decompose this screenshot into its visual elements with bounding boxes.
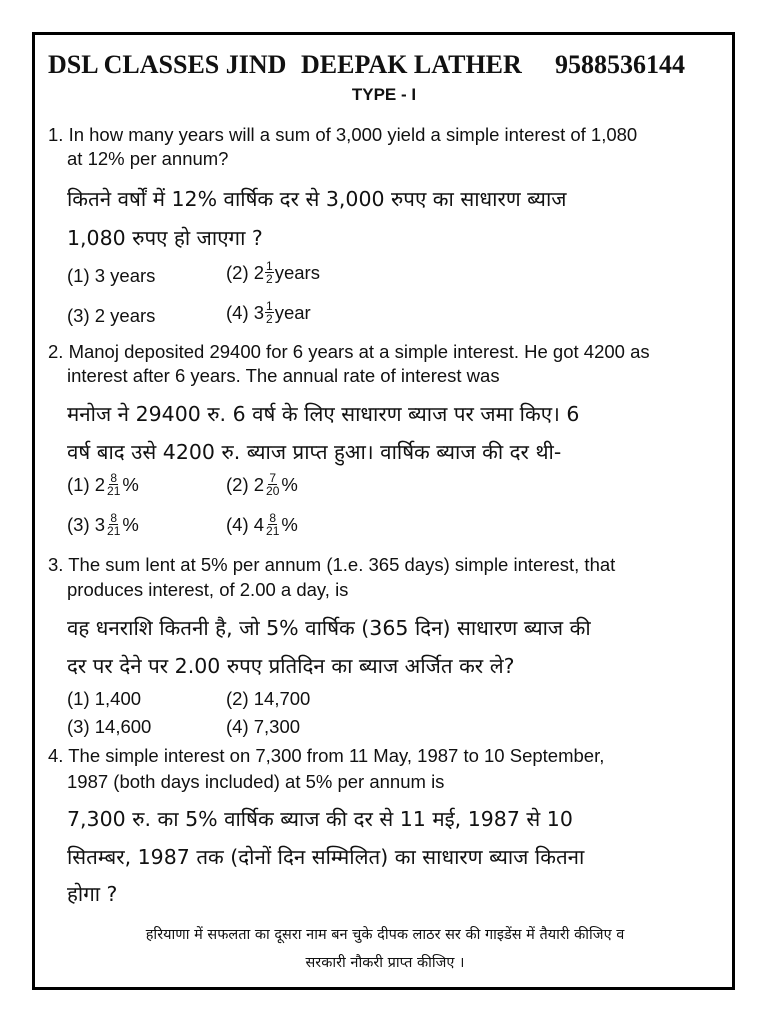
q2-option-4: (4) 4 $\frac{8}{21}$ %: [226, 511, 298, 538]
footer-line2: सरकारी नौकरी प्राप्त कीजिए ।: [305, 955, 465, 971]
q3-option-4: (4) 7,300: [226, 716, 301, 737]
q1-option-2: (2) 2 $\frac{1}{2}$ years: [226, 259, 320, 286]
section-type: TYPE - I: [351, 85, 417, 104]
fraction: $\frac{1}{2}$: [266, 259, 273, 286]
q2-english-line1: 2. Manoj deposited 29400 for 6 years at a simple interest. He got 4200 as: [48, 341, 650, 362]
q3-option-2: (2) 14,700: [226, 688, 311, 709]
fraction: $\frac{8}{21}$: [266, 511, 280, 538]
fraction: $\frac{1}{2}$: [266, 299, 273, 326]
q3-option-3: (3) 14,600: [67, 716, 152, 737]
q3-english-line1: 3. The sum lent at 5% per annum (1.e. 365 days) simple interest, that: [48, 554, 616, 575]
header: [48, 50, 718, 82]
institute-name: DSL CLASSES JIND: [48, 50, 287, 79]
q1-option-4: (4) 3 $\frac{1}{2}$ year: [226, 299, 311, 326]
q2-option-3: (3) 3 $\frac{8}{21}$ %: [67, 511, 139, 538]
q2-hindi-line2: वर्ष बाद उसे 4200 रु. ब्याज प्राप्त हुआ। वार्षिक ब्याज की दर थी-: [67, 440, 562, 464]
q2-option-1: (1) 2 $\frac{8}{21}$ %: [67, 471, 139, 498]
teacher-name: DEEPAK LATHER: [301, 50, 522, 79]
fraction: $\frac{8}{21}$: [107, 471, 121, 498]
q4-english-line2: 1987 (both days included) at 5% per annum is: [67, 771, 445, 792]
q1-english-line1: 1. In how many years will a sum of 3,000 yield a simple interest of 1,080: [48, 124, 638, 145]
q4-hindi-line3: होगा ?: [67, 882, 118, 906]
q3-english-line2: produces interest, of 2.00 a day, is: [67, 579, 349, 600]
q1-option-1: (1) 3 years: [67, 265, 156, 286]
q4-hindi-line1: 7,300 रु. का 5% वार्षिक ब्याज की दर से 11 मई, 1987 से 10: [67, 807, 573, 831]
q4-english-line1: 4. The simple interest on 7,300 from 11 May, 1987 to 10 September,: [48, 745, 605, 766]
q1-hindi-line1: कितने वर्षों में 12% वार्षिक दर से 3,000 रुपए का साधारण ब्याज: [67, 187, 567, 211]
q1-hindi-line2: 1,080 रुपए हो जाएगा ?: [67, 226, 263, 250]
q4-hindi-line2: सितम्बर, 1987 तक (दोनों दिन सम्मिलित) का साधारण ब्याज कितना: [67, 845, 585, 869]
q2-option-2: (2) 2 $\frac{7}{20}$ %: [226, 471, 298, 498]
q1-english-line2: at 12% per annum?: [67, 148, 229, 169]
q2-hindi-line1: मनोज ने 29400 रु. 6 वर्ष के लिए साधारण ब्याज पर जमा किए। 6: [67, 402, 580, 426]
fraction: $\frac{7}{20}$: [266, 471, 280, 498]
fraction: $\frac{8}{21}$: [107, 511, 121, 538]
phone-number: 9588536144: [555, 50, 685, 79]
q3-hindi-line2: दर पर देने पर 2.00 रुपए प्रतिदिन का ब्याज अर्जित कर ले?: [67, 654, 515, 678]
q2-english-line2: interest after 6 years. The annual rate of interest was: [67, 365, 500, 386]
footer-line1: हरियाणा में सफलता का दूसरा नाम बन चुके दीपक लाठर सर की गाइडेंस में तैयारी कीजिए व: [145, 927, 625, 943]
q1-option-3: (3) 2 years: [67, 305, 156, 326]
q3-option-1: (1) 1,400: [67, 688, 142, 709]
q3-hindi-line1: वह धनराशि कितनी है, जो 5% वार्षिक (365 दिन) साधारण ब्याज की: [67, 616, 591, 640]
